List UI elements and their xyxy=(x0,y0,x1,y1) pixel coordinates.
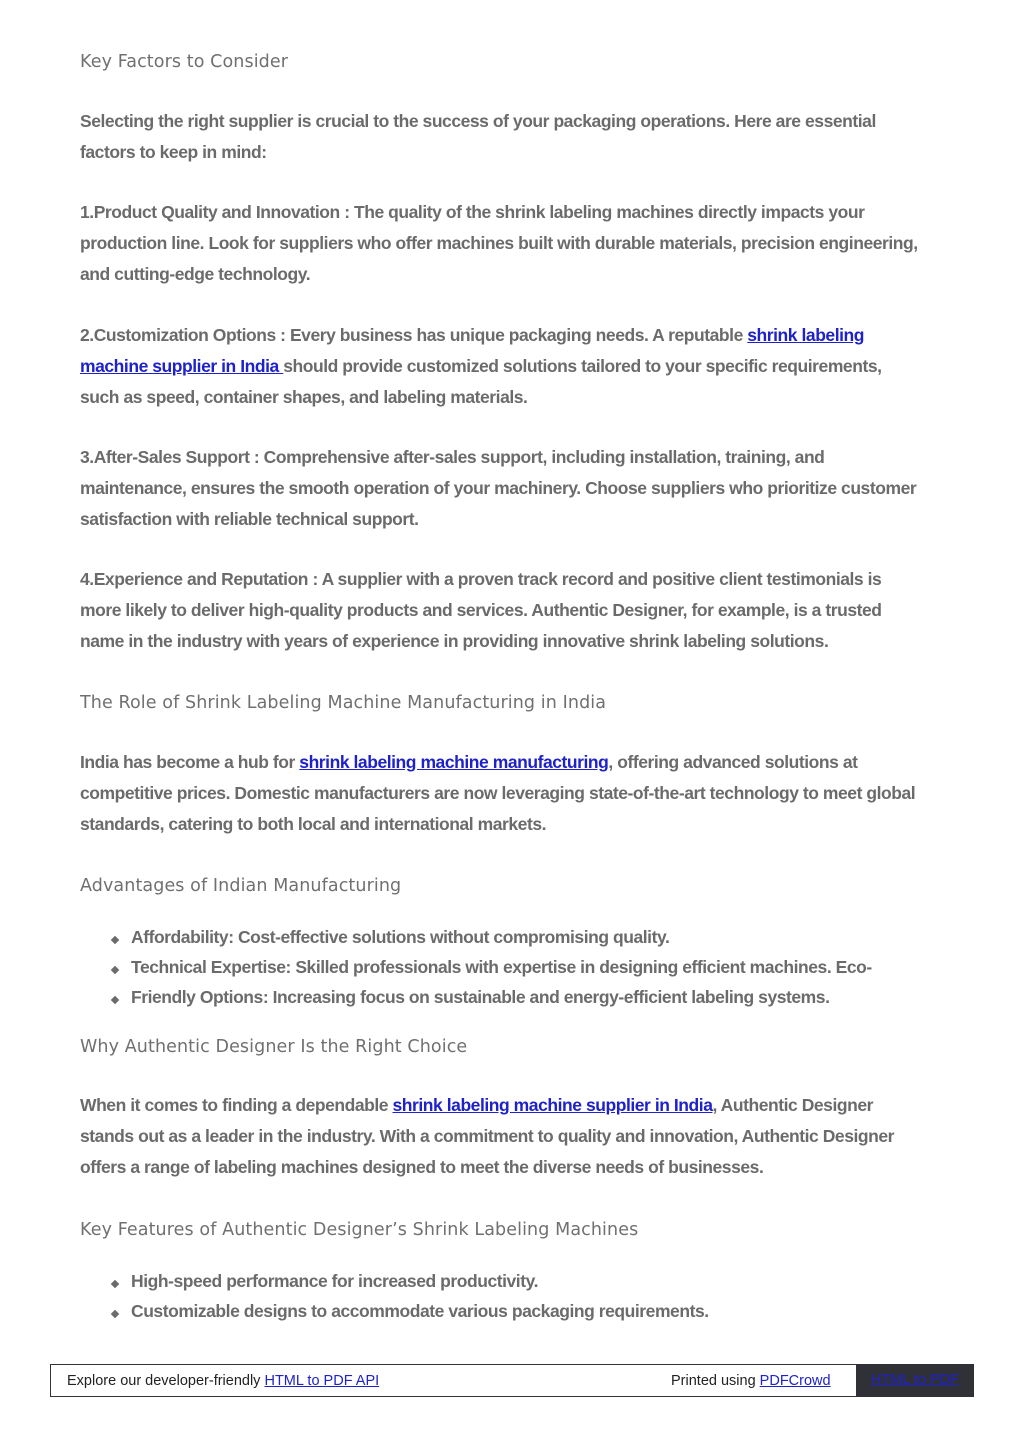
pdfcrowd-footer xyxy=(50,1364,974,1397)
list-item-text: Affordability: Cost-effective solutions without compromising quality. xyxy=(131,927,670,947)
heading-features: Key Features of Authentic Designer’s Shrink Labeling Machines xyxy=(80,1220,639,1240)
footer-printed-text: Printed using xyxy=(671,1373,760,1389)
list-item xyxy=(80,1266,709,1296)
role-text-after: , offering advanced solutions at competitive prices. Domestic manufacturers are now leveraging state-of-the-art technology to meet global standards, catering to both local and international markets. xyxy=(80,752,916,834)
p2-text-before: 2.Customization Options : Every business has unique packaging needs. A reputable xyxy=(80,325,748,345)
paragraph-intro: Selecting the right supplier is crucial to the success of your packaging operations. Here are essential factors to keep in mind: xyxy=(80,111,876,162)
diamond-bullet-icon xyxy=(111,1310,119,1318)
heading-advantages: Advantages of Indian Manufacturing xyxy=(80,876,402,896)
diamond-bullet-icon xyxy=(111,1280,119,1288)
list-item xyxy=(80,982,872,1012)
pdfcrowd-link[interactable]: PDFCrowd xyxy=(759,1373,831,1389)
paragraph-role xyxy=(80,747,920,840)
diamond-bullet-icon xyxy=(111,936,119,944)
p2-text-after: should provide customized solutions tailored to your specific requirements, such as speed, container shapes, and labeling materials. xyxy=(80,356,882,407)
html-to-pdf-badge[interactable] xyxy=(856,1364,974,1397)
list-item xyxy=(80,1296,709,1326)
footer-explore xyxy=(67,1373,379,1389)
footer-printed xyxy=(671,1373,831,1389)
list-item-text: Friendly Options: Increasing focus on sustainable and energy-efficient labeling systems. xyxy=(131,987,830,1007)
paragraph-experience: 4.Experience and Reputation : A supplier with a proven track record and positive client testimonials is more likely to deliver high-quality products and services. Authentic Designer, for example, is a trusted name in the industry with years of experience in providing innovative shrink labeling solutions. xyxy=(80,569,882,651)
why-text-before: When it comes to finding a dependable xyxy=(80,1095,393,1115)
html-to-pdf-api-link[interactable]: HTML to PDF API xyxy=(264,1373,380,1389)
html-to-pdf-badge-link[interactable]: HTML to PDF xyxy=(870,1372,960,1388)
diamond-bullet-icon xyxy=(111,996,119,1004)
list-item-text: High-speed performance for increased productivity. xyxy=(131,1271,538,1291)
heading-why: Why Authentic Designer Is the Right Choice xyxy=(80,1037,468,1057)
paragraph-why xyxy=(80,1090,920,1183)
footer-explore-text: Explore our developer-friendly xyxy=(67,1373,265,1389)
advantages-list xyxy=(80,922,872,1012)
list-item-text: Technical Expertise: Skilled professionals with expertise in designing efficient machines. Eco- xyxy=(131,957,872,977)
why-text-after: , Authentic Designer stands out as a leader in the industry. With a commitment to quality and innovation, Authentic Designer offers a range of labeling machines designed to meet the diverse needs of businesses. xyxy=(80,1095,895,1177)
heading-role: The Role of Shrink Labeling Machine Manufacturing in India xyxy=(80,693,607,713)
heading-key-factors: Key Factors to Consider xyxy=(80,52,289,72)
paragraph-product-quality: 1.Product Quality and Innovation : The quality of the shrink labeling machines directly impacts your production line. Look for suppliers who offer machines built with durable materials, precision engineering, and cutting-edge technology. xyxy=(80,202,918,284)
diamond-bullet-icon xyxy=(111,966,119,974)
paragraph-customization xyxy=(80,320,920,413)
supplier-link-1[interactable]: shrink labeling machine supplier in India xyxy=(80,325,865,376)
list-item xyxy=(80,922,872,952)
role-text-before: India has become a hub for xyxy=(80,752,300,772)
list-item-text: Customizable designs to accommodate various packaging requirements. xyxy=(131,1301,709,1321)
features-list xyxy=(80,1266,709,1326)
paragraph-after-sales: 3.After-Sales Support : Comprehensive after-sales support, including installation, training, and maintenance, ensures the smooth operation of your machinery. Choose suppliers who prioritize customer satisfaction with reliable technical support. xyxy=(80,447,917,529)
list-item xyxy=(80,952,872,982)
supplier-link-2[interactable]: shrink labeling machine supplier in India xyxy=(392,1095,713,1115)
manufacturing-link[interactable]: shrink labeling machine manufacturing xyxy=(299,752,609,772)
